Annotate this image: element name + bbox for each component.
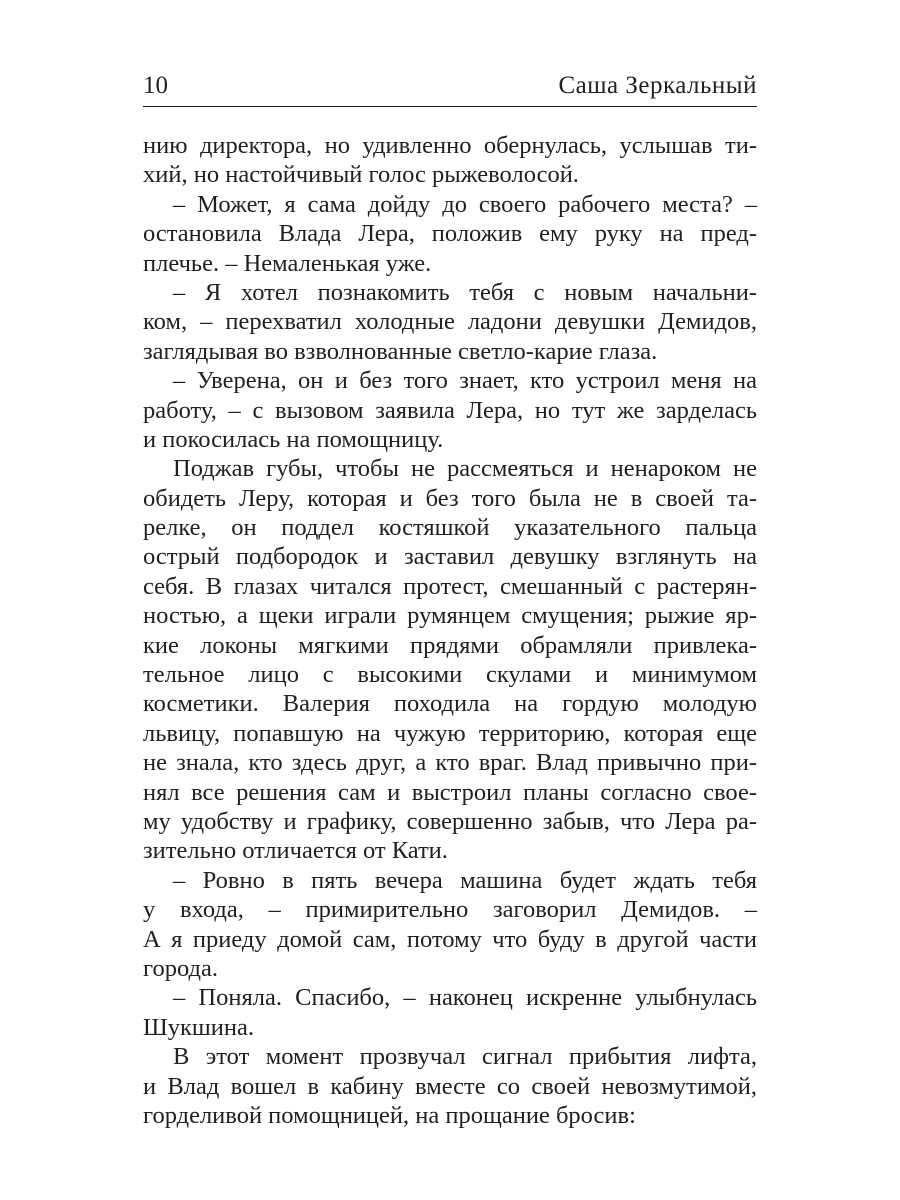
- text-line: себя. В глазах читался протест, смешанный с растерян-: [143, 572, 757, 600]
- paragraph: [143, 366, 757, 454]
- text-line: заглядывая во взволнованные светло-карие глаза.: [143, 337, 658, 365]
- text-line: Поджав губы, чтобы не рассмеяться и ненароком не: [173, 455, 757, 483]
- paragraph: [143, 983, 757, 1042]
- text-line: тельное лицо с высокими скулами и минимумом: [143, 661, 757, 689]
- text-line: обидеть Леру, которая и без того была не в своей та-: [143, 484, 757, 512]
- text-line: – Может, я сама дойду до своего рабочего места? –: [173, 190, 757, 218]
- text-line: релке, он поддел костяшкой указательного пальца: [143, 514, 757, 542]
- text-line: острый подбородок и заставил девушку взглянуть на: [143, 543, 757, 571]
- text-line: – Я хотел познакомить тебя с новым начальни-: [173, 278, 757, 306]
- paragraph: [143, 190, 757, 278]
- text-line: косметики. Валерия походила на гордую молодую: [143, 690, 757, 718]
- text-line: В этот момент прозвучал сигнал прибытия лифта,: [173, 1043, 757, 1071]
- text-line: горделивой помощницей, на прощание бросив:: [143, 1101, 636, 1129]
- text-line: львицу, попавшую на чужую территорию, которая еще: [143, 719, 757, 747]
- paragraph: [143, 454, 757, 865]
- text-line: А я приеду домой сам, потому что буду в другой части: [143, 925, 757, 953]
- text-line: нял все решения сам и выстроил планы согласно свое-: [143, 778, 757, 806]
- text-line: Шукшина.: [143, 1013, 254, 1041]
- text-line: у входа, – примирительно заговорил Демидов. –: [143, 896, 757, 924]
- text-line: – Поняла. Спасибо, – наконец искренне улыбнулась: [173, 984, 757, 1012]
- text-line: му удобству и графику, совершенно забыв, что Лера ра-: [143, 807, 757, 835]
- text-line: кие локоны мягкими прядями обрамляли привлека-: [143, 631, 757, 659]
- paragraph: [143, 131, 757, 190]
- paragraph: [143, 866, 757, 984]
- text-line: плечье. – Немаленькая уже.: [143, 249, 432, 277]
- text-line: ностью, а щеки играли румянцем смущения; рыжие яр-: [143, 602, 757, 630]
- body-text: [143, 131, 757, 1130]
- text-line: ком, – перехватил холодные ладони девушки Демидов,: [143, 308, 757, 336]
- header-rule: [143, 106, 757, 107]
- text-line: хий, но настойчивый голос рыжеволосой.: [143, 161, 579, 189]
- page-number: 10: [143, 72, 168, 99]
- text-line: не знала, кто здесь друг, а кто враг. Влад привычно при-: [143, 749, 757, 777]
- running-title: Саша Зеркальный: [558, 72, 757, 99]
- text-line: остановила Влада Лера, положив ему руку на пред-: [143, 220, 757, 248]
- paragraph: [143, 1042, 757, 1130]
- text-line: – Ровно в пять вечера машина будет ждать тебя: [173, 866, 757, 894]
- text-line: – Уверена, он и без того знает, кто устроил меня на: [173, 367, 757, 395]
- text-line: зительно отличается от Кати.: [143, 837, 448, 865]
- text-line: работу, – с вызовом заявила Лера, но тут же зарделась: [143, 396, 757, 424]
- text-line: нию директора, но удивленно обернулась, услышав ти-: [143, 132, 757, 159]
- text-line: и Влад вошел в кабину вместе со своей невозмутимой,: [143, 1072, 757, 1100]
- paragraph: [143, 278, 757, 366]
- text-line: города.: [143, 954, 218, 982]
- page-header: [143, 66, 757, 106]
- text-line: и покосилась на помощницу.: [143, 425, 444, 453]
